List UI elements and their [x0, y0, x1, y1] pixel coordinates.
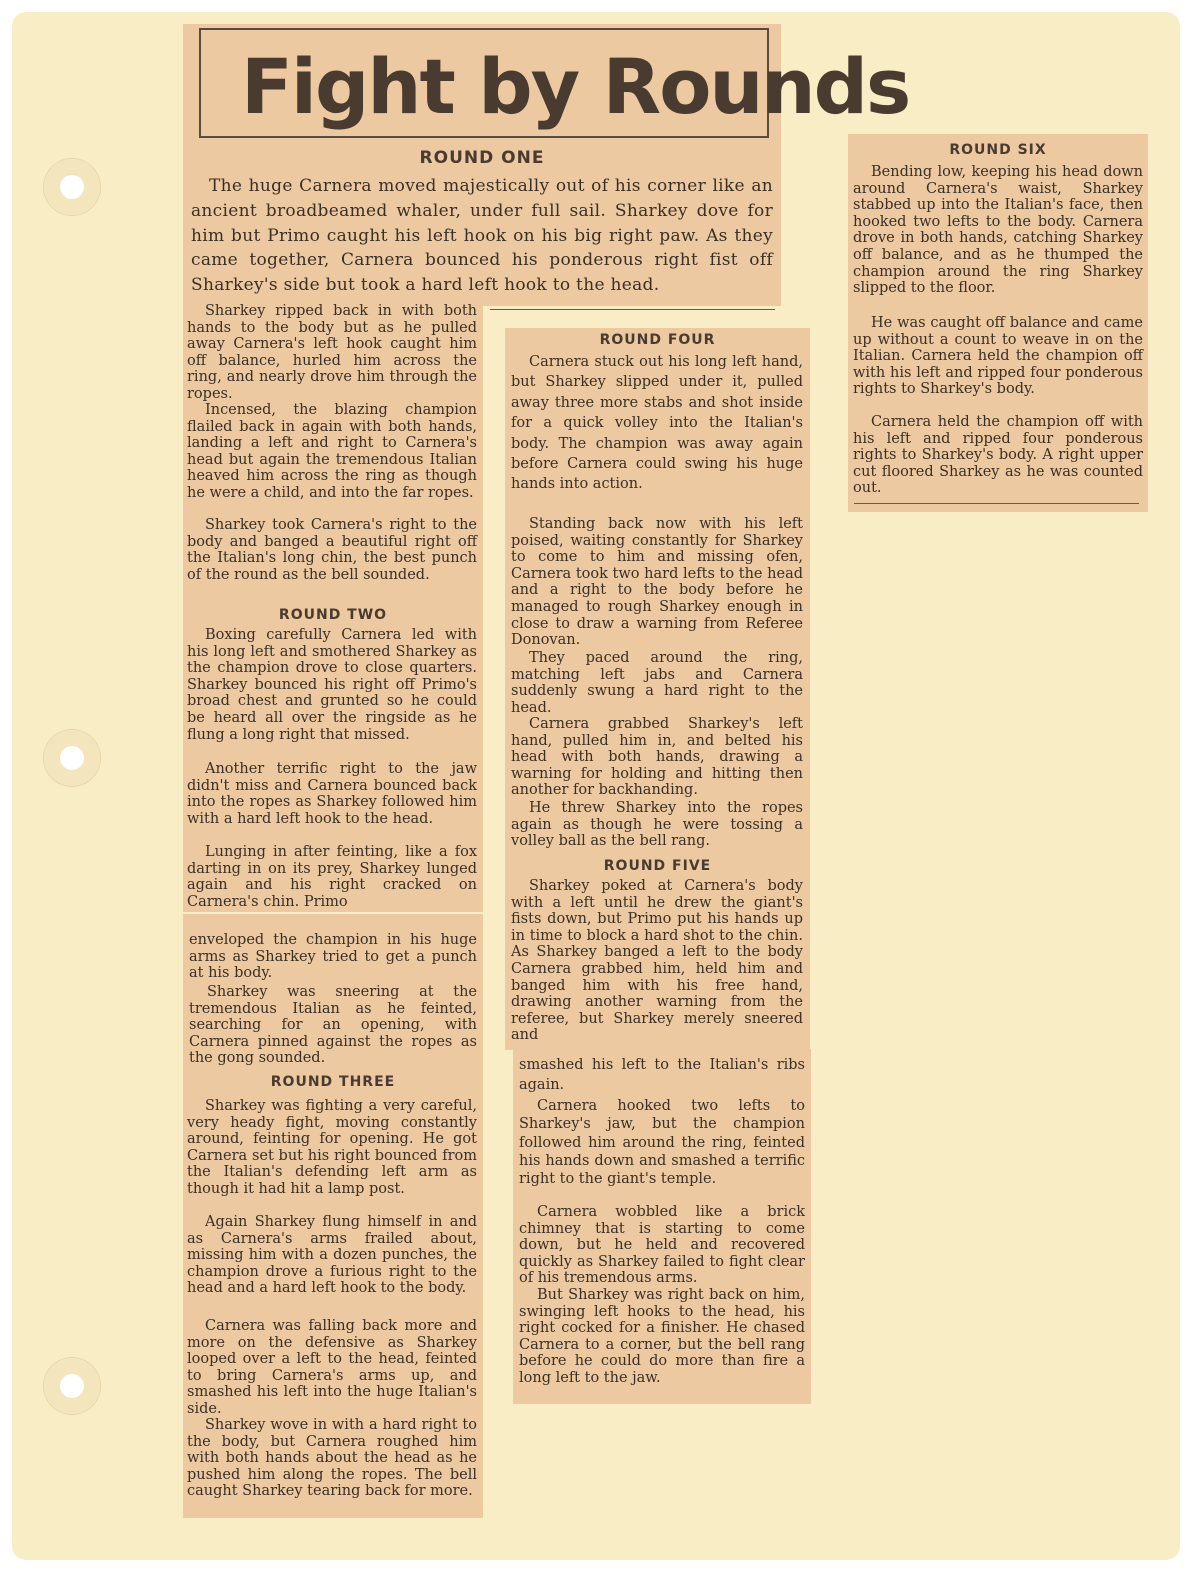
headline-clipping	[183, 24, 910, 306]
round-six-paragraph-3: Carnera held the champion off with his left and ripped four ponderous rights to Sharkey's body. A right upper cut floored Sharkey as he was counted out.	[853, 414, 1143, 497]
round-one-heading: ROUND ONE	[419, 148, 545, 168]
binder-hole-top	[44, 159, 100, 215]
round-two-paragraph-1: Boxing carefully Carnera led with his long left and smothered Sharkey as the champion drove to close quarters. Sharkey bounced his right off Primo's broad chest and grunted so he could be heard all over the ringside as he flung a long right that missed.	[187, 627, 477, 743]
headline: Fight by Rounds	[241, 42, 910, 131]
round-five-paragraph-1: Sharkey poked at Carnera's body with a left until he drew the giant's fists down, but Primo put his hands up in time to block a hard shot to the chin. As Sharkey banged a left to the body Carnera grabbed him, held him and banged him with his free hand, drawing another warning from the referee, but Sharkey merely sneered and	[511, 878, 803, 1044]
divider-line	[490, 309, 775, 310]
round-four-paragraph-2: Standing back now with his left poised, waiting constantly for Sharkey to come to him and missing ofen, Carnera took two hard lefts to the head and a right to the body before he managed to rough Sharkey enough in close to draw a warning from Referee Donovan.	[511, 516, 803, 649]
column-one-lower-clipping	[183, 914, 483, 1518]
round-five-paragraph-5: But Sharkey was right back on him, swinging left hooks to the head, his right cocked for a finisher. He chased Carnera to a corner, but the bell rang before he could do more than fire a long left to the jaw.	[519, 1287, 805, 1386]
round-six-end-rule	[854, 503, 1139, 504]
column-one-upper-clipping	[183, 300, 483, 912]
column-two-upper-clipping	[505, 328, 810, 1050]
round-three-heading: ROUND THREE	[270, 1074, 396, 1090]
round-one-paragraph-2: Incensed, the blazing champion flailed back in again with both hands, landing a left and right to Carnera's head but again the tremendous Italian heaved him across the ring as though he were a child, and into the far ropes.	[187, 402, 477, 501]
round-four-heading: ROUND FOUR	[599, 332, 716, 348]
round-two-paragraph-2: Another terrific right to the jaw didn't miss and Carnera bounced back into the ropes as Sharkey followed him with a hard left hook to the head.	[187, 761, 477, 827]
round-five-paragraph-3: Carnera hooked two lefts to Sharkey's jaw, but the champion followed him around the ring, feinted his hands down and smashed a terrific right to the giant's temple.	[519, 1098, 805, 1188]
binder-hole-middle	[44, 730, 100, 786]
round-one-paragraph-1: Sharkey ripped back in with both hands to the body but as he pulled away Carnera's left hook caught him off balance, hurled him across the ring, and nearly drove him through the ropes.	[187, 303, 477, 402]
round-two-heading: ROUND TWO	[278, 607, 388, 623]
round-four-paragraph-1: Carnera stuck out his long left hand, but Sharkey slipped under it, pulled away three more stabs and shot inside for a quick volley into the Italian's body. The champion was away again before Carnera could swing his huge hands into action.	[511, 354, 803, 493]
round-six-paragraph-1: Bending low, keeping his head down around Carnera's waist, Sharkey stabbed up into the Italian's face, then hooked two lefts to the body. Carnera drove in both hands, catching Sharkey off balance, and as he thumped the champion around the ring Sharkey slipped to the floor.	[853, 164, 1143, 297]
round-three-paragraph-4: Sharkey wove in with a hard right to the body, but Carnera roughed him with both hands about the head as he pushed him along the ropes. The bell caught Sharkey tearing back for more.	[187, 1417, 477, 1500]
column-two-lower-clipping	[513, 1049, 811, 1404]
binder-hole-bottom	[44, 1358, 100, 1414]
round-two-paragraph-5: Sharkey was sneering at the tremendous Italian as he feinted, searching for an opening, with Carnera pinned against the ropes as the gong sounded.	[189, 984, 477, 1067]
round-four-paragraph-4: Carnera grabbed Sharkey's left hand, pulled him in, and belted his head with both hands, drawing a warning for holding and hitting then another for backhanding.	[511, 716, 803, 799]
round-five-paragraph-2: smashed his left to the Italian's ribs again.	[519, 1057, 805, 1094]
round-one-paragraph-3: Sharkey took Carnera's right to the body and banged a beautiful right off the Italian's long chin, the best punch of the round as the bell sounded.	[187, 517, 477, 583]
round-six-paragraph-2: He was caught off balance and came up without a count to weave in on the Italian. Carnera held the champion off with his left and ripped four ponderous rights to Sharkey's body.	[853, 315, 1143, 398]
round-five-heading: ROUND FIVE	[603, 858, 712, 874]
round-two-paragraph-3: Lunging in after feinting, like a fox darting in on its prey, Sharkey lunged again and his right cracked on Carnera's chin. Primo	[187, 844, 477, 910]
round-five-paragraph-4: Carnera wobbled like a brick chimney that is starting to come down, but he held and recovered quickly as Sharkey failed to fight clear of his tremendous arms.	[519, 1204, 805, 1287]
round-three-paragraph-1: Sharkey was fighting a very careful, very heady fight, moving constantly around, feinting for opening. He got Carnera set but his right bounced from the Italian's defending left arm as though it had hit a lamp post.	[187, 1098, 477, 1197]
round-two-paragraph-4: enveloped the champion in his huge arms as Sharkey tried to get a punch at his body.	[189, 932, 477, 982]
round-six-clipping	[848, 134, 1148, 512]
round-four-paragraph-3: They paced around the ring, matching left jabs and Carnera suddenly swung a hard right to the head.	[511, 650, 803, 716]
round-six-heading: ROUND SIX	[949, 142, 1047, 158]
round-one-lede: The huge Carnera moved majestically out of his corner like an ancient broadbeamed whaler, under full sail. Sharkey dove for him but Primo caught his left hook on his big right paw. As they came together, Carnera bounced his ponderous right fist off Sharkey's side but took a hard left hook to the head.	[191, 176, 773, 296]
round-three-paragraph-3: Carnera was falling back more and more on the defensive as Sharkey looped over a left to the head, feinted to bring Carnera's arms up, and smashed his left into the huge Italian's side.	[187, 1318, 477, 1417]
round-three-paragraph-2: Again Sharkey flung himself in and as Carnera's arms frailed about, missing him with a dozen punches, the champion drove a furious right to the head and a hard left hook to the body.	[187, 1214, 477, 1297]
round-four-paragraph-5: He threw Sharkey into the ropes again as though he were tossing a volley ball as the bell rang.	[511, 800, 803, 850]
